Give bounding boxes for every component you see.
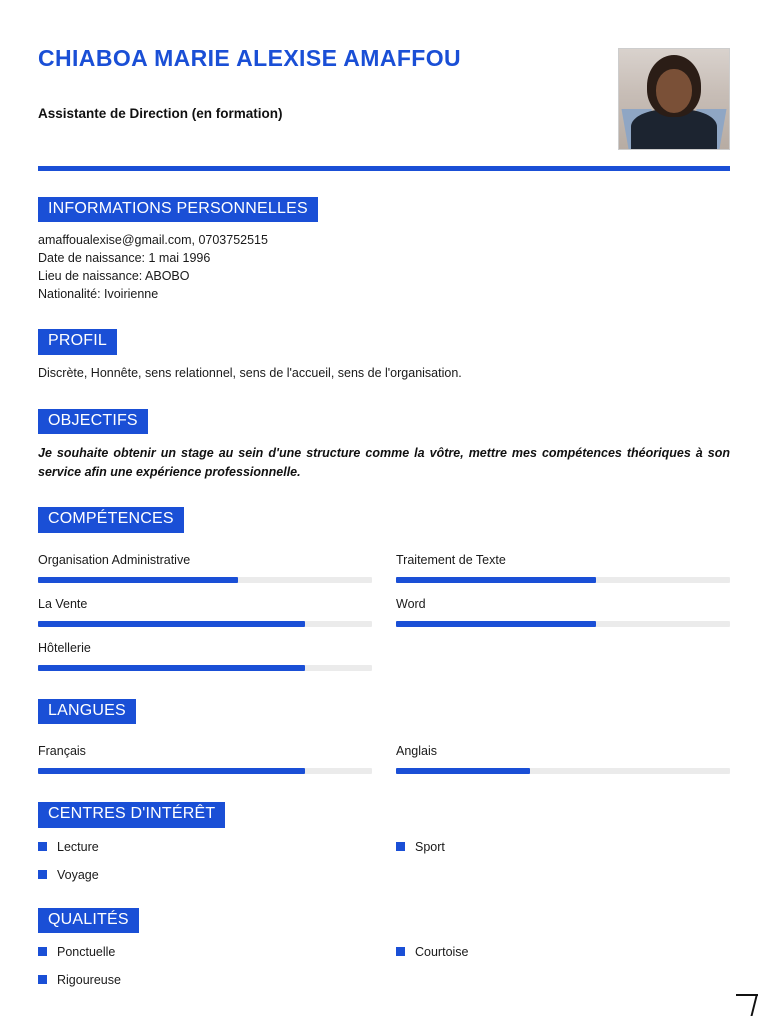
language-bar-track <box>396 768 730 774</box>
qualites-grid <box>38 945 730 987</box>
skill-label: Word <box>396 596 426 611</box>
avatar <box>618 48 730 150</box>
competences-grid <box>38 541 730 673</box>
section-heading-qualites: QUALITÉS <box>38 908 139 933</box>
section-langues <box>38 699 730 776</box>
skill-bar-fill <box>396 621 596 627</box>
personal-info-line: amaffoualexise@gmail.com, 0703752515 <box>38 233 268 248</box>
language-bar-fill <box>396 768 530 774</box>
skill-bar-fill <box>38 665 305 671</box>
objectifs-text: Je souhaite obtenir un stage au sein d'une structure comme la vôtre, mettre mes compétences théoriques à son service afin une expérience professionnelle. <box>38 445 730 479</box>
section-heading-langues: LANGUES <box>38 699 136 724</box>
section-heading-objectifs: OBJECTIFS <box>38 409 148 434</box>
skill-bar-track <box>38 665 372 671</box>
page-title: CHIABOA MARIE ALEXISE AMAFFOU <box>38 45 462 71</box>
section-competences <box>38 507 730 672</box>
section-heading-informations-personnelles: INFORMATIONS PERSONNELLES <box>38 197 318 222</box>
square-bullet-icon <box>396 947 405 956</box>
personal-info-list <box>38 232 730 303</box>
section-heading-competences: COMPÉTENCES <box>38 507 184 532</box>
personal-info-line: Date de naissance: 1 mai 1996 <box>38 251 211 266</box>
skill-item <box>38 629 396 673</box>
list-item <box>396 945 730 959</box>
skill-item <box>38 541 396 585</box>
skill-label: La Vente <box>38 596 88 611</box>
skill-bar-track <box>38 577 372 583</box>
page-corner-mark <box>736 994 758 1016</box>
language-item <box>396 732 730 776</box>
skill-bar-fill <box>396 577 596 583</box>
skill-item-empty <box>396 629 730 673</box>
list-item-empty <box>396 973 730 987</box>
list-item <box>38 840 396 854</box>
skill-bar-fill <box>38 621 305 627</box>
square-bullet-icon <box>396 842 405 851</box>
avatar-image <box>619 49 729 149</box>
list-item-label: Sport <box>415 839 445 854</box>
skill-label: Traitement de Texte <box>396 552 506 567</box>
section-heading-profil: PROFIL <box>38 329 117 354</box>
skill-item <box>38 585 396 629</box>
section-profil <box>38 329 730 382</box>
section-qualites <box>38 908 730 987</box>
interets-grid <box>38 840 730 882</box>
square-bullet-icon <box>38 947 47 956</box>
language-label: Anglais <box>396 744 437 759</box>
list-item-label: Voyage <box>57 867 99 882</box>
list-item <box>38 945 396 959</box>
header-divider <box>38 166 730 171</box>
language-label: Français <box>38 744 86 759</box>
job-title: Assistante de Direction (en formation) <box>38 106 283 122</box>
langues-grid <box>38 732 730 776</box>
section-informations-personnelles <box>38 197 730 303</box>
skill-bar-fill <box>38 577 238 583</box>
profil-text: Discrète, Honnête, sens relationnel, sens de l'accueil, sens de l'organisation. <box>38 365 462 380</box>
language-bar-fill <box>38 768 305 774</box>
section-heading-centres-dinteret: CENTRES D'INTÉRÊT <box>38 802 225 827</box>
list-item-label: Rigoureuse <box>57 972 121 987</box>
resume-content <box>38 28 730 987</box>
skill-bar-track <box>396 577 730 583</box>
personal-info-line: Lieu de naissance: ABOBO <box>38 268 190 283</box>
list-item <box>38 973 396 987</box>
personal-info-line: Nationalité: Ivoirienne <box>38 286 159 301</box>
avatar-face <box>656 69 692 113</box>
skill-label: Hôtellerie <box>38 640 91 655</box>
square-bullet-icon <box>38 870 47 879</box>
list-item <box>38 868 396 882</box>
language-item <box>38 732 396 776</box>
section-centres-dinteret <box>38 802 730 881</box>
skill-label: Organisation Administrative <box>38 552 191 567</box>
skill-bar-track <box>396 621 730 627</box>
list-item-empty <box>396 868 730 882</box>
skill-item <box>396 585 730 629</box>
skill-bar-track <box>38 621 372 627</box>
list-item <box>396 840 730 854</box>
section-objectifs <box>38 409 730 482</box>
skill-item <box>396 541 730 585</box>
square-bullet-icon <box>38 975 47 984</box>
list-item-label: Ponctuelle <box>57 944 116 959</box>
list-item-label: Lecture <box>57 839 99 854</box>
language-bar-track <box>38 768 372 774</box>
list-item-label: Courtoise <box>415 944 469 959</box>
resume-header <box>38 46 730 154</box>
square-bullet-icon <box>38 842 47 851</box>
